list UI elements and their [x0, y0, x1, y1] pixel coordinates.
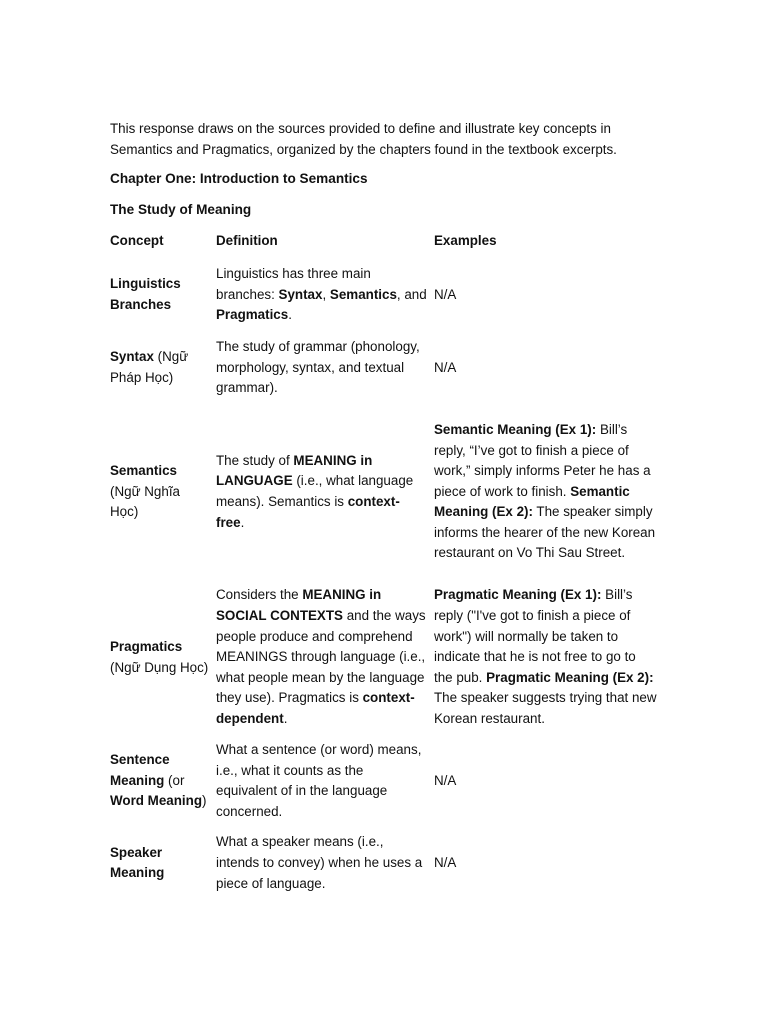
- definition-text: (i.e., what language means). Semantics is: [216, 473, 414, 509]
- example-text: The speaker suggests trying that new Korean restaurant.: [434, 690, 657, 726]
- definition-text: .: [240, 514, 245, 530]
- concept-term: Linguistics Branches: [110, 276, 181, 312]
- header-examples: Examples: [434, 232, 497, 248]
- examples-cell: N/A: [434, 286, 457, 302]
- definition-term: context-free: [216, 494, 400, 530]
- table-header-row: [107, 228, 660, 258]
- concept-term: Sentence Meaning: [110, 752, 170, 788]
- table-row: [107, 580, 660, 735]
- example-label: Semantic Meaning (Ex 2):: [434, 483, 630, 520]
- concept-cell: [107, 735, 213, 827]
- examples-cell: [431, 580, 660, 735]
- definition-text: .: [288, 307, 292, 323]
- examples-cell: N/A: [434, 855, 457, 871]
- chapter-heading: Chapter One: Introduction to Semantics: [110, 171, 368, 186]
- concept-gloss: (or: [164, 772, 185, 788]
- concept-gloss: (Ngữ Dụng Học): [110, 659, 209, 675]
- definition-term: Semantics: [329, 286, 397, 302]
- definition-text: ,: [322, 286, 330, 302]
- example-text: Bill’s reply ("I've got to finish a piece of work") will normally be taken to indicate that he is not free to go to the pub.: [434, 587, 636, 685]
- concept-gloss: (Ngữ Pháp Học): [110, 349, 189, 385]
- concept-term: Semantics: [110, 463, 177, 479]
- definition-term: MEANING in SOCIAL CONTEXTS: [216, 587, 382, 624]
- concept-cell: [107, 404, 213, 580]
- concepts-table: [107, 228, 660, 899]
- examples-cell: [431, 404, 660, 580]
- definition-term: Syntax: [278, 286, 323, 302]
- concept-term: Word Meaning: [110, 793, 202, 809]
- example-text: Bill’s reply, “I’ve got to finish a piece of work,” simply informs Peter he has a piece of work to finish.: [434, 421, 651, 499]
- concept-term: Syntax: [110, 349, 154, 365]
- definition-cell: [213, 404, 431, 580]
- concept-term: Pragmatics: [110, 638, 183, 654]
- example-label: Semantic Meaning (Ex 1):: [434, 421, 597, 437]
- concept-gloss: (Ngữ Nghĩa Học): [110, 483, 180, 520]
- definition-term: MEANING in LANGUAGE: [216, 452, 373, 489]
- intro-paragraph: This response draws on the sources provided to define and illustrate key concepts in Semantics and Pragmatics, organized by the chapters found in the textbook excerpts.: [110, 121, 617, 157]
- table-row: [107, 332, 660, 404]
- table-row: [107, 735, 660, 827]
- concept-cell: [107, 580, 213, 735]
- definition-text: Linguistics has three main branches:: [216, 266, 371, 302]
- concept-cell: [107, 827, 213, 899]
- header-definition: Definition: [216, 232, 278, 248]
- concept-term: Speaker Meaning: [110, 844, 165, 881]
- table-row: [107, 258, 660, 332]
- section-heading: The Study of Meaning: [110, 202, 252, 217]
- definition-text: and the ways people produce and comprehend MEANINGS through language (i.e., what people mean by the language they use). Pragmatics is: [216, 608, 426, 706]
- example-label: Pragmatic Meaning (Ex 2):: [486, 669, 654, 685]
- table-row: [107, 827, 660, 899]
- concept-cell: [107, 258, 213, 332]
- definition-term: context-dependent: [216, 690, 415, 726]
- definition-term: Pragmatics: [216, 307, 289, 323]
- definition-cell: [213, 258, 431, 332]
- table-row: [107, 404, 660, 580]
- header-concept: Concept: [110, 232, 164, 248]
- concept-gloss: ): [202, 793, 207, 809]
- definition-text: The study of: [216, 452, 294, 468]
- definition-text: Considers the: [216, 587, 303, 603]
- example-text: The speaker simply informs the hearer of the new Korean restaurant on Vo Thi Sau Street.: [434, 504, 656, 561]
- examples-cell: N/A: [434, 359, 457, 375]
- examples-cell: N/A: [434, 772, 457, 788]
- definition-cell: What a sentence (or word) means, i.e., what it counts as the equivalent of in the language concerned.: [216, 742, 422, 819]
- definition-cell: [213, 580, 431, 735]
- definition-cell: What a speaker means (i.e., intends to convey) when he uses a piece of language.: [216, 834, 423, 891]
- definition-text: .: [283, 710, 288, 726]
- definition-cell: The study of grammar (phonology, morphology, syntax, and textual grammar).: [216, 339, 420, 396]
- definition-text: , and: [396, 286, 427, 302]
- example-label: Pragmatic Meaning (Ex 1):: [434, 587, 602, 603]
- concept-cell: [107, 332, 213, 404]
